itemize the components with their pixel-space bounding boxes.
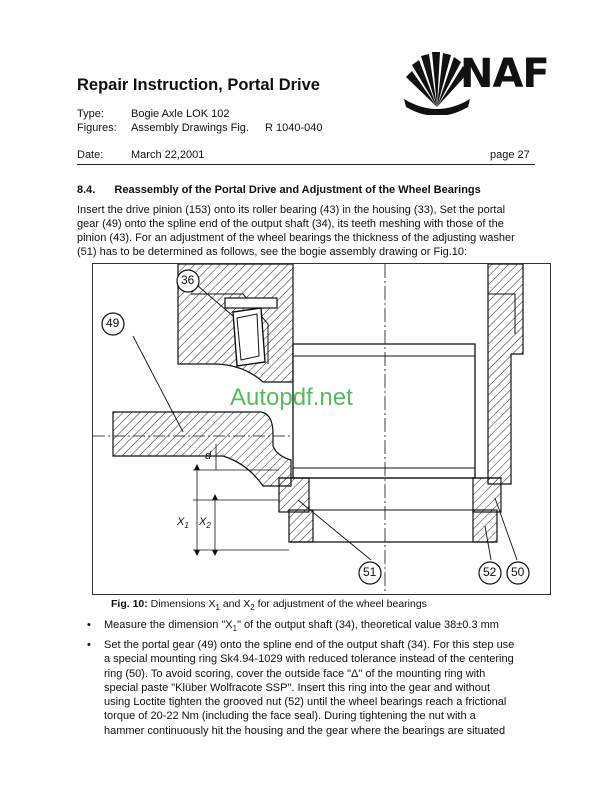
naf-logo (402, 47, 549, 115)
intro-line: (51) has to be determined as follows, see the bogie assembly drawing or Fig.10: (77, 246, 468, 258)
intro-paragraph (77, 203, 535, 259)
bullet2-line: special paste "Klüber Wolfracote SSP". Insert this ring into the gear and without (104, 681, 491, 694)
page-title: Repair Instruction, Portal Drive (77, 76, 320, 94)
date-label: Date: (77, 149, 104, 161)
figures-value: Assembly Drawings Fig. (131, 122, 249, 134)
intro-line: Insert the drive pinion (153) onto its roller bearing (43) in the housing (33), Set the portal (77, 204, 506, 216)
bullet-icon: • (87, 639, 91, 651)
caption-label: Fig. 10: (111, 598, 148, 610)
type-value: Bogie Axle LOK 102 (131, 108, 230, 120)
portal-drive-cross-section (93, 264, 550, 594)
bullet-icon: • (87, 619, 91, 631)
callout-49: 49 (106, 316, 120, 330)
figures-ref: R 1040-040 (265, 122, 323, 134)
bullet2-line: hammer continuously hit the housing and the gear where the bearings are situated (104, 724, 506, 737)
watermark: Autopdf.net (230, 384, 353, 411)
section-heading (77, 184, 481, 196)
naf-logo-text: NAF (460, 51, 549, 97)
callout-50: 50 (511, 565, 525, 579)
intro-line: pinion (43). For an adjustment of the wheel bearings the thickness of the adjusting washer (77, 232, 515, 244)
bullet2-line: using Loctite tighten the grooved nut (52) until the wheel bearings reach a frictional (104, 696, 507, 709)
bullet2-line: ring (50). To avoid scoring, cover the outside face "Δ" of the mounting ring with (104, 667, 486, 680)
header-divider (77, 164, 535, 165)
section-title: Reassembly of the Portal Drive and Adjustment of the Wheel Bearings (114, 184, 481, 196)
figures-label: Figures: (77, 122, 117, 134)
dim-x2: $X_2$ (199, 516, 211, 531)
callout-51: 51 (363, 565, 377, 579)
technical-drawing (92, 263, 551, 595)
callout-52: 52 (483, 565, 497, 579)
dim-d: d (205, 450, 212, 462)
intro-line: gear (49) onto the spline end of the output shaft (34), its teeth meshing with those of the (77, 218, 504, 230)
page-number: page 27 (490, 149, 530, 161)
type-label: Type: (77, 108, 104, 120)
bullet2-line: a special mounting ring Sk4.94-1029 with reduced tolerance instead of the centering (104, 653, 514, 666)
date-value: March 22,2001 (131, 149, 205, 161)
figure-caption: Fig. 10: Dimensions $X_1$ and $X_2$ for adjustment of the wheel bearings (111, 598, 427, 613)
section-number: 8.4. (77, 184, 96, 196)
dim-x1: $X_1$ (177, 516, 189, 531)
bullet2-line: torque of 20-22 Nm (including the face seal). During tightening the nut with a (104, 710, 476, 723)
callout-36: 36 (181, 273, 195, 287)
bullet2-line: Set the portal gear (49) onto the spline end of the output shaft (34). For this step use (104, 639, 515, 651)
